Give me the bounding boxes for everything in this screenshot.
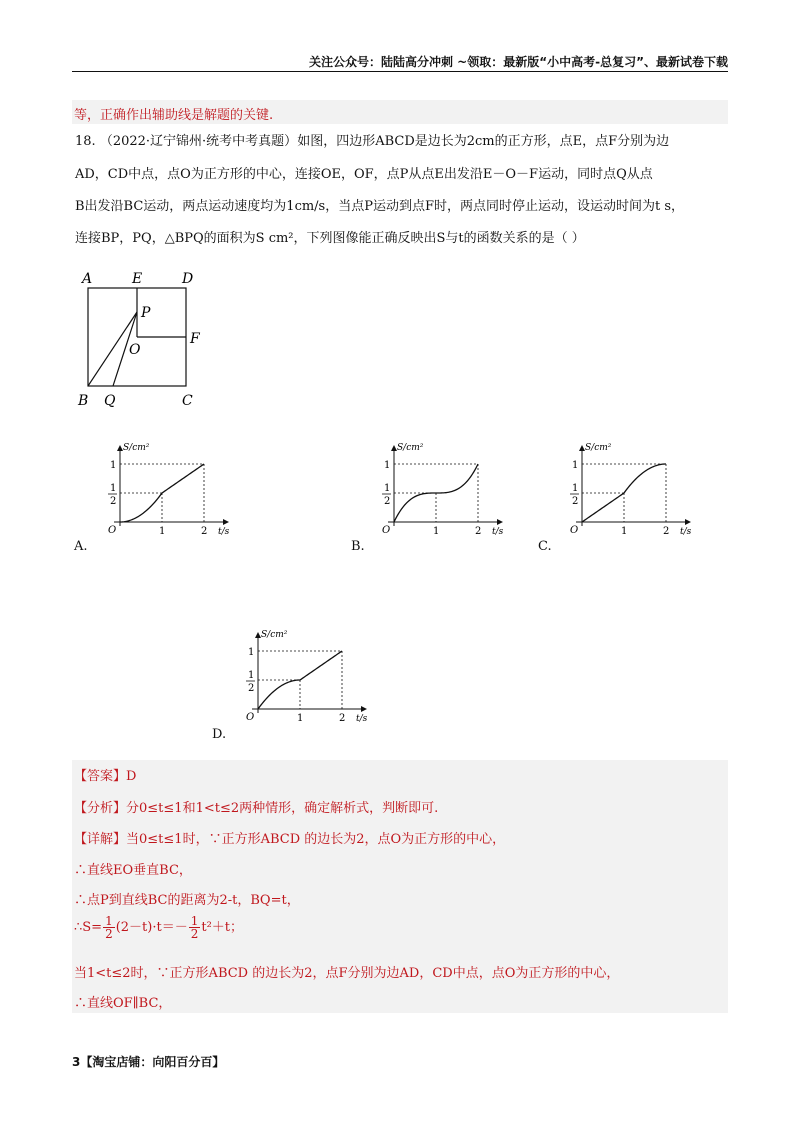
answer-line bbox=[74, 765, 136, 784]
label-c: C bbox=[182, 393, 193, 409]
question-number: 18. bbox=[75, 134, 96, 149]
analysis-line bbox=[74, 797, 438, 816]
tick-x-2: 2 bbox=[339, 713, 346, 723]
header-rule bbox=[72, 71, 728, 72]
tick-x-1: 1 bbox=[297, 713, 304, 723]
x-axis-label: t/s bbox=[492, 527, 504, 536]
detail-s-prefix: ∴S= bbox=[74, 920, 103, 935]
origin-label: O bbox=[246, 712, 255, 723]
tick-y-1: 1 bbox=[572, 460, 579, 471]
fraction-half-1 bbox=[103, 915, 115, 940]
tick-y-1: 1 bbox=[110, 460, 117, 471]
x-axis-label: t/s bbox=[680, 527, 692, 536]
intro-band bbox=[72, 100, 728, 124]
option-b-label: B. bbox=[351, 539, 365, 554]
option-c-label: C. bbox=[538, 539, 552, 554]
tick-y-half-den: 2 bbox=[110, 496, 117, 507]
x-axis-label: t/s bbox=[218, 527, 230, 536]
option-graph-svg bbox=[558, 440, 698, 536]
question-line-3: B出发沿BC运动，两点运动速度均为1cm/s，当点P运动到点F时，两点同时停止运动，设运动时间为t s， bbox=[75, 199, 685, 214]
tick-x-2: 2 bbox=[475, 526, 482, 536]
label-o: O bbox=[129, 342, 141, 358]
detail-tag: 【详解】 bbox=[74, 832, 127, 847]
page-header: 关注公众号：陆陆高分冲刺 ~领取：最新版“小中高考-总复习”、最新试卷下载 bbox=[309, 55, 728, 69]
origin-label: O bbox=[382, 525, 391, 536]
y-axis-label: S/cm² bbox=[261, 630, 288, 640]
y-axis-label: S/cm² bbox=[123, 443, 150, 453]
option-c-graph bbox=[558, 440, 698, 540]
label-e: E bbox=[132, 271, 143, 287]
fraction-half-2 bbox=[189, 915, 201, 940]
tick-y-half-num: 1 bbox=[248, 670, 255, 681]
tick-y-half-den: 2 bbox=[248, 683, 255, 694]
question-line-2: AD，CD中点，点O为正方形的中心，连接OE，OF，点P从点E出发沿E－O－F运动，同时点Q从点 bbox=[75, 167, 653, 182]
detail-line-1 bbox=[74, 828, 505, 847]
detail-line-6: ∴直线OF∥BC， bbox=[74, 996, 172, 1011]
label-f: F bbox=[190, 331, 200, 347]
origin-label: O bbox=[108, 525, 117, 536]
detail-s-mid: (2－t)·t＝－ bbox=[115, 920, 188, 935]
tick-y-half-den: 2 bbox=[572, 496, 579, 507]
frac-num-1: 1 bbox=[105, 914, 113, 928]
analysis-tag: 【分析】 bbox=[74, 801, 127, 816]
tick-x-2: 2 bbox=[663, 526, 670, 536]
tick-x-2: 2 bbox=[201, 526, 208, 536]
label-q: Q bbox=[104, 393, 116, 409]
question-line-1 bbox=[75, 130, 669, 149]
detail-s-end: t²＋t； bbox=[201, 920, 244, 935]
question-line-4: 连接BP，PQ，△BPQ的面积为S cm²，下列图像能正确反映出S与t的函数关系的是（ ） bbox=[75, 231, 585, 246]
tick-y-half-num: 1 bbox=[384, 483, 391, 494]
label-p: P bbox=[141, 305, 151, 321]
detail-line-5: 当1<t≤2时，∵正方形ABCD 的边长为2，点F分别为边AD，CD中点，点O为正方形的中心， bbox=[74, 966, 620, 981]
label-b: B bbox=[78, 393, 89, 409]
tick-y-half-den: 2 bbox=[384, 496, 391, 507]
frac-num-2: 1 bbox=[190, 914, 199, 928]
detail-line-4 bbox=[74, 915, 243, 940]
tick-x-1: 1 bbox=[159, 526, 166, 536]
answer-value: D bbox=[126, 769, 137, 784]
tick-y-half-num: 1 bbox=[572, 483, 579, 494]
tick-y-1: 1 bbox=[248, 647, 255, 658]
detail-line-2: ∴直线EO垂直BC， bbox=[74, 863, 192, 878]
option-graph-svg bbox=[234, 627, 374, 723]
option-a-label: A. bbox=[74, 539, 88, 554]
option-d-graph bbox=[234, 627, 374, 727]
option-d-label: D. bbox=[212, 727, 227, 742]
square-figure bbox=[76, 265, 216, 415]
tick-y-half-num: 1 bbox=[110, 483, 117, 494]
option-a-graph bbox=[96, 440, 236, 540]
option-graph-svg bbox=[96, 440, 236, 536]
x-axis-label: t/s bbox=[356, 714, 368, 723]
detail-text-1: 当0≤t≤1时，∵正方形ABCD 的边长为2，点O为正方形的中心， bbox=[126, 832, 506, 847]
label-a: A bbox=[82, 271, 93, 287]
answer-band bbox=[72, 760, 728, 1013]
y-axis-label: S/cm² bbox=[585, 443, 612, 453]
question-text-1: 如图，四边形ABCD是边长为2cm的正方形，点E，点F分别为边 bbox=[297, 134, 670, 149]
tick-y-1: 1 bbox=[384, 460, 391, 471]
origin-label: O bbox=[570, 525, 579, 536]
intro-line: 等，正确作出辅助线是解题的关键. bbox=[74, 108, 274, 123]
page-footer: 3【淘宝店铺：向阳百分百】 bbox=[72, 1055, 225, 1069]
answer-tag: 【答案】 bbox=[74, 769, 127, 784]
question-source: （2022·辽宁锦州·统考中考真题） bbox=[99, 134, 298, 149]
frac-den-2: 2 bbox=[190, 927, 199, 941]
tick-x-1: 1 bbox=[433, 526, 440, 536]
analysis-text: 分0≤t≤1和1<t≤2两种情形，确定解析式，判断即可. bbox=[126, 801, 439, 816]
option-graph-svg bbox=[370, 440, 510, 536]
option-b-graph bbox=[370, 440, 510, 540]
tick-x-1: 1 bbox=[621, 526, 628, 536]
detail-line-3: ∴点P到直线BC的距离为2-t，BQ=t， bbox=[74, 893, 300, 908]
y-axis-label: S/cm² bbox=[397, 443, 424, 453]
label-d: D bbox=[182, 271, 194, 287]
frac-den-1: 2 bbox=[105, 927, 113, 941]
